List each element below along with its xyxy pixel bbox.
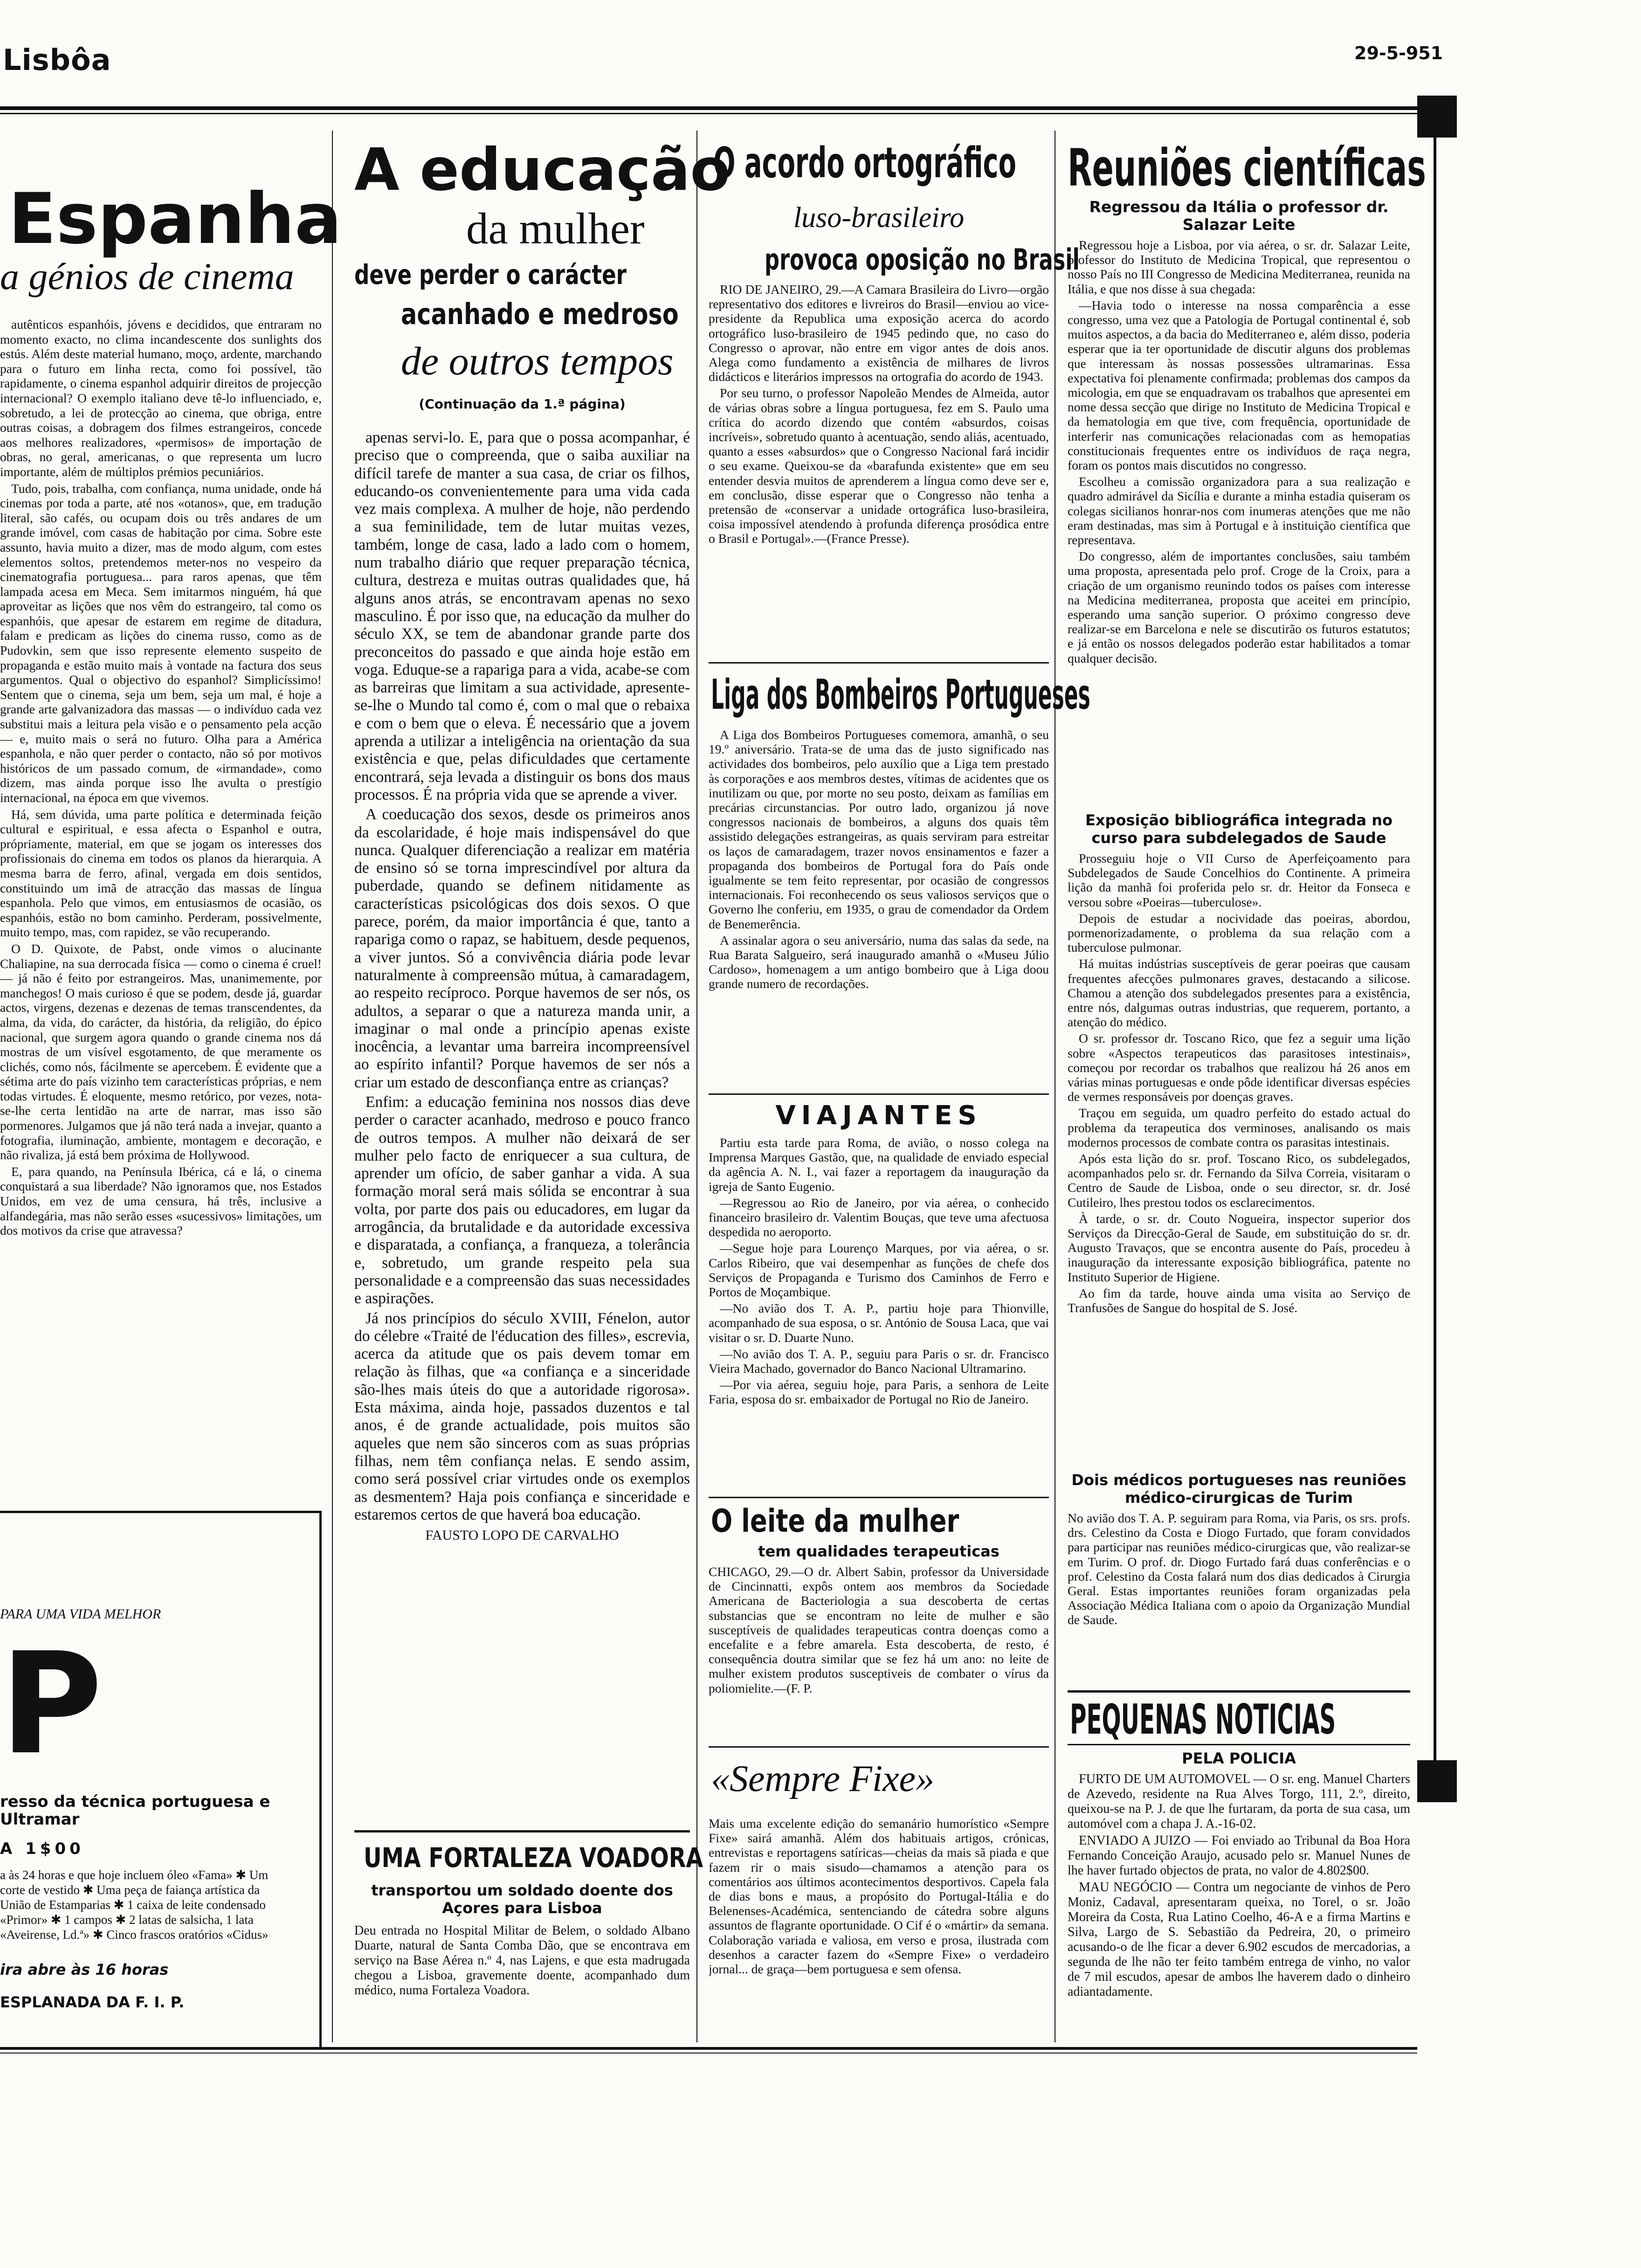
article-sub-acordo: luso-brasileiro	[793, 202, 965, 234]
paragraph: Do congresso, além de importantes conclusões, saiu também uma proposta, apresentada pelo prof. Croge de la Croix, para a criação de um organismo reunindo todos os países com interesse na Medicina mediterranea, proposta que aceitei em princípio, esperando uma sanção superior. O próximo congresso deve realizar-se em Barcelona e nele se discutirão os futuros estatutos; e já então os nossos delegados poderão estar habilitados a tomar qualquer decisão.	[1068, 549, 1410, 665]
masthead-city: Lisbôa	[3, 43, 111, 77]
divider-viajantes	[709, 1093, 1049, 1095]
news-item: ENVIADO A JUIZO — Foi enviado ao Tribunal da Boa Hora Fernando Conceição Araujo, acusado pelo sr. Manuel Nunes de lhe haver furtado objectos de prata, no valor de 4.802$00.	[1068, 1833, 1410, 1878]
article-title-reunioes: Reuniões científicas	[1068, 138, 1426, 198]
divider-pequenas	[1068, 1690, 1410, 1693]
article-body-exposicao	[1068, 851, 1410, 1469]
right-black-tab-bottom	[1417, 1760, 1457, 1802]
article-sub-fortaleza: transportou um soldado doente dos Açores para Lisboa	[371, 1881, 673, 1917]
paragraph: Já nos princípios do século XVIII, Fénelon, autor do célebre «Traité de l'éducation des filles», escrevia, acerca da atitude que os pais devem tomar em relação às filhas, que «a confiança e a sinceridade são-lhes mais úteis do que a autoridade rigorosa». Esta máxima, ainda hoje, passados duzentos e tal anos, é de grande actualidade, pois muitos são aqueles que nem são sinceros com as suas próprias filhas, nem têm confiança nelas. E sendo assim, como será possível criar virtudes onde os exemplos as desmentem? Haja pois confiança e sinceridade e estaremos certos de que haverá boa educação.	[354, 1309, 690, 1523]
paragraph: A coeducação dos sexos, desde os primeiros anos da escolaridade, é hoje mais indispensável do que nunca. Qualquer diferenciação a realizar em matéria de ensino só se torna imprescindível por altura da puberdade, quando se definem nitidamente as características psicológicas dos dois sexos. O que parece, porém, da maior importância é que, tanto a rapariga como o rapaz, se habituem, desde pequenos, a viver juntos. Só a convivência diária pode levar naturalmente à compreensão mútua, à camaradagem, ao respeito recíproco. Porque havemos de ser nós, os adultos, a separar o que a natureza manda unir, a imaginar o mal onde a princípio apenas existe inocência, a levantar uma barreira incompreensível ao espírito infantil? Porque havemos de ser nós a criar um estado de desconfiança entre as crianças?	[354, 806, 690, 1091]
paragraph: —No avião dos T. A. P., partiu hoje para Thionville, acompanhado de sua esposa, o sr. António de Sousa Laca, que vai visitar o sr. D. Duarte Nuno.	[709, 1301, 1049, 1345]
section-body-pequenas	[1068, 1772, 1410, 2042]
paragraph: Traçou em seguida, um quadro perfeito do estado actual do problema da terapeutica dos verminoses, analisando os mais modernos processos de combate contra os parasitas intestinais.	[1068, 1106, 1410, 1149]
paragraph: Há muitas indústrias susceptíveis de gerar poeiras que causam frequentes afecções pulmonares graves, destacando a silicose. Chamou a atenção dos subdelegados presentes para a existência, entre nós, dalgumas outras industrias, que requerem, portanto, a atenção do médico.	[1068, 956, 1410, 1030]
paragraph: —No avião dos T. A. P., seguiu para Paris o sr. dr. Francisco Vieira Machado, governador do Banco Nacional Ultramarino.	[709, 1346, 1049, 1376]
ad-venue: ESPLANADA DA F. I. P.	[0, 1993, 185, 2011]
right-border-line	[1434, 138, 1436, 1760]
news-item: MAU NEGÓCIO — Contra um negociante de vinhos de Pero Moniz, Cadaval, apresentaram queixa, no Torel, o sr. João Moreira da Costa, Rua Latino Coelho, 46-A e a firma Martins e Silva, Largo de S. Sebastião da Pedreira, 20, o primeiro acusando-o de lhe ficar a dever 6.902 escudos de mercadorias, a segunda de lhe não ter feito também entrega de vinho, no valor de 7 mil escudos, apesar de ambos lhe haverem dado o dinheiro adiantadamente.	[1068, 1880, 1410, 1999]
author-signature: FAUSTO LOPO DE CARVALHO	[425, 1528, 619, 1543]
paragraph: —Havia todo o interesse na nossa comparência a esse congresso, uma vez que a Patologia de Portugal continental é, sob muitos aspectos, a da bacia do Mediterraneo e, além disso, poderia esperar que ia ter oportunidade de discutir alguns dos problemas que interessam às nossas possessões ultramarinas. Essa expectativa foi plenamente confirmada; problemas dos campos da micologia, em que se enquadravam os trabalhos que apresentei em nome dessa secção que dirige no Instituto de Medicina Tropical e da hematologia em que tive, com frequência, oportunidade de interferir nas comunicações relacionadas com as hemopatias constitucionais frequentes entre os indivíduos de raça negra, foram os pontos mais discutidos no congresso.	[1068, 297, 1410, 473]
article-body-reunioes	[1068, 238, 1410, 811]
paragraph: A Liga dos Bombeiros Portugueses comemora, amanhã, o seu 19.º aniversário. Trata-se de uma das de justo significado nas actividades dos bombeiros, pelo auxílio que a Liga tem prestado às corporações e aos membros destes, vítimas de acidentes que os inutilizam ou que, por morte no seu posto, deixam as famílias em precárias circunstancias. Por outro lado, organizou já nove congressos nacionais de bombeiros, a alguns dos quais têm assistido delegações estrangeiras, as quais serviram para estreitar os laços de camaradagem, trazer novos ensinamentos e fazer a propaganda dos bombeiros de Portugal fora do País onde igualmente se tem feito representar, por ocasião de congressos internacionais. Foi reconhecendo os seus valiosos serviços que o Governo lhe conferiu, em 1935, o grau de comendador da Ordem de Benemerência.	[709, 727, 1049, 931]
paragraph: Tudo, pois, trabalha, com confiança, numa unidade, onde há cinemas por toda a parte, até nos «otanos», que, em tradução literal, são cafés, ou ocupam dois ou três andares de um grande imóvel, com casas de habitação por cima. Sobre este assunto, havia muito a dizer, mas de modo algum, com estes elementos soltos, pretendemos meter-nos no vespeiro da cinematografia portuguesa... para raros apenas, que têm lampada acesa em Meca. Sem imitarmos ninguém, há que aproveitar as lições que nos vêm do estrangeiro, tal como os espanhóis, que apesar de estarem em regime de ditadura, falam e predicam as lições do cinema russo, como as de Pudovkin, sem que isso represente elemento suspeito de propaganda e estão muito mais à vontade na factura dos seus argumentos. Qual o objectivo do espanhol? Simplicíssimo! Sentem que o cinema, seja um bem, seja um mal, é hoje a grande arte galvanizadora das massas — o indivíduo cada vez substitui mais a leitura pela visão e o pensamento pela acção — e, muito mais o será no futuro. Olha para a América espanhola, e não quer perder o contacto, não só por motivos históricos de um passado comum, de «irmandade», como dizem, mas ainda porque isso lhe avulta o prestígio internacional, na época em que vivemos.	[0, 481, 322, 805]
article-title-educacao: A educação	[354, 136, 731, 204]
paragraph: Escolheu a comissão organizadora para a sua realização e quadro admirável da Sicília e durante a minha estadia quiseram os colegas sicilianos honrar-nos com inumeras atenções que me não eram destinadas, mas sim à Portugal e à instituição científica que representava.	[1068, 474, 1410, 547]
right-black-tab	[1417, 96, 1457, 138]
article-title-espanha: Espanha	[8, 179, 342, 260]
news-item: FURTO DE UM AUTOMOVEL — O sr. eng. Manuel Charters de Azevedo, residente na Rua Alves Torgo, 111, 2.º, direito, queixou-se na P. J. de que lhe furtaram, da porta de sua casa, um automóvel com a chapa J. A.-16-02.	[1068, 1772, 1410, 1831]
article-sub-leite: tem qualidades terapeuticas	[758, 1542, 1000, 1560]
article-title-acordo: O acordo ortográfico	[713, 138, 1016, 187]
article-body-fixe: Mais uma excelente edição do semanário humorístico «Sempre Fixe» sairá amanhã. Além dos habituais artigos, crónicas, entrevistas e reportagens satíricas—cheias da mais sã piada e que fazem rir o mais sisudo—chamamos a atenção para os comentários aos últimos acontecimentos desportivos. Capela fala de dias bons e maus, a propósito do Portugal-Itália e do Belenenses-Académica, sentenciando de cátedra sobre alguns assuntos de flagrante oportunidade. O Cif é o «mártir» da semana. Colaboração variada e valiosa, em verso e prosa, ilustrada com desenhos a caracter fazem do «Sempre Fixe» o verdadeiro jornal... de graça—bem portuguesa e sem ofensa.	[709, 1816, 1049, 1977]
article-deck-2: acanhado e medroso	[401, 297, 679, 331]
article-title-fixe: «Sempre Fixe»	[711, 1758, 935, 1799]
article-deck-1: deve perder o carácter	[354, 259, 627, 290]
divider-fixe	[709, 1746, 1049, 1748]
article-body-bombeiros	[709, 727, 1049, 1091]
issue-date: 29-5-951	[1354, 43, 1443, 63]
paragraph: A assinalar agora o seu aniversário, numa das salas da sede, na Rua Barata Salgueiro, será inaugurado amanhã o «Museu Júlio Cardoso», homenagem a um antigo bombeiro que à Liga doou grande numero de recordações.	[709, 933, 1049, 991]
paragraph: —Por via aérea, seguiu hoje, para Paris, a senhora de Leite Faria, esposa do sr. embaixador de Portugal no Rio de Janeiro.	[709, 1377, 1049, 1407]
article-body-fortaleza: Deu entrada no Hospital Militar de Belem, o soldado Albano Duarte, natural de Santa Comba Dão, que se encontrava em serviço na Base Aérea n.º 4, nas Lajens, e que esta madrugada chegou a Lisboa, gravemente doente, acompanhado dum médico, numa Fortaleza Voadora.	[354, 1923, 690, 1998]
advertisement-box	[0, 1511, 322, 2047]
article-body-acordo	[709, 282, 1049, 655]
article-body-educacao	[354, 429, 690, 1823]
paragraph: O D. Quixote, de Pabst, onde vimos o alucinante Chaliapine, na sua derrocada física — como o cinema é cruel! — já não é feito por estrangeiros. Mas, unanimemente, por manchegos! O mais curioso é que se podem, desde já, guardar actos, virgens, dezenas e dezenas de temas transcendentes, da alma, da vida, do carácter, da história, da religião, do épico nacional, que surgem agora quando o grande cinema nos dá mostras de um visível esgotamento, de que meramente os clichés, como nós, fácilmente se apercebem. É evidente que a sétima arte do país vizinho tem características próprias, e nem todas virtudes. É eloquente, mesmo retórico, por vezes, nota-se-lhe certa lentidão na arte de narrar, mas isso são pormenores. Julgamos que já não terá nada a invejar, quanto a fotografia, iluminação, ambiente, montagem e decoração, e não rivaliza, já está bem próxima de Hollywood.	[0, 941, 322, 1162]
section-sub-policia: PELA POLICIA	[1182, 1749, 1296, 1767]
continued-note: (Continuação da 1.ª página)	[419, 396, 626, 412]
article-title-bombeiros: Liga dos Bombeiros Portugueses	[711, 671, 1090, 719]
section-title-pequenas: PEQUENAS NOTICIAS	[1070, 1695, 1336, 1743]
article-title-fortaleza: UMA FORTALEZA VOADORA	[364, 1842, 703, 1874]
article-deck-acordo: provoca oposição no Brasil	[765, 242, 1080, 277]
top-rule-thin	[0, 113, 1417, 114]
paragraph: RIO DE JANEIRO, 29.—A Camara Brasileira do Livro—orgão representativo dos editores e livreiros do Brasil—enviou ao vice-presidente da Republica uma exposição acerca do acordo ortográfico luso-brasileiro de 1945 pedindo que, no caso do Congresso o aprovar, não entre em vigor antes de dois anos. Alega como fundamento a existência de milhares de livros didácticos e literários impressos na ortografia do acordo de 1943.	[709, 282, 1049, 384]
ad-opening: ira abre às 16 horas	[0, 1961, 169, 1978]
article-body-medicos: No avião dos T. A. P. seguiram para Roma, via Paris, os srs. profs. drs. Celestino da Costa e Diogo Furtado, que foram convidados para participar nas reuniões médico-cirurgicas que, vão realizar-se em Turim. O prof. dr. Diogo Furtado fará duas conferências e o prof. Celestino da Costa falará num dos dias dedicados à Cirurgia Geral. Estas importantes reuniões foram organizadas pela Associação Médica Italiana com o apoio da Organização Mundial de Saude.	[1068, 1511, 1410, 1627]
article-deck-3: de outros tempos	[401, 339, 674, 383]
ad-tagline: PARA UMA VIDA MELHOR	[0, 1606, 161, 1622]
paragraph: apenas servi-lo. E, para que o possa acompanhar, é preciso que o compreenda, que o saiba auxiliar na difícil tarefe de manter a sua casa, de criar os filhos, educando-os convenientemente para uma vida cada vez mais complexa. A mulher de hoje, não perdendo a sua feminilidade, tem de lutar muitas vezes, também, longe de casa, lado a lado com o homem, num trabalho diário que requer preparação técnica, cultura, destreza e muitas outras qualidades que, há alguns anos atrás, se encontravam apenas no sexo masculino. É por isso que, na educação da mulher do século XX, se tem de abandonar grande parte dos preconceitos do passado e que ainda hoje estão em voga. Eduque-se a rapariga para a vida, acabe-se com as barreiras que limitam a sua actividade, apresente-se-lhe o Mundo tal como é, com o mal que o rebaixa e com o bem que o eleva. É necessário que a jovem aprenda a utilizar a inteligência na orientação da sua existência e que, pelas dificuldades que certamente encontrará, seja levada a distinguir os bons dos maus processos. É na própria vida que se aprende a viver.	[354, 429, 690, 803]
paragraph: Enfim: a educação feminina nos nossos dias deve perder o caracter acanhado, medroso e pouco franco de outros tempos. A mulher não deixará de ser mulher pelo facto de enriquecer a sua cultura, de aprender um ofício, de saber ganhar a vida. A sua formação moral será mais sólida se encontrar à sua volta, por parte dos pais ou educadores, em lugar da arrogância, da brutalidade e da autoridade excessiva e disparatada, a confiança, a franqueza, a tolerância e, sobretudo, um grande respeito pela sua personalidade e a compreensão das suas necessidades e aspirações.	[354, 1093, 690, 1307]
article-title-exposicao: Exposição bibliográfica integrada no curso para subdelegados de Saude	[1085, 811, 1393, 847]
divider-bombeiros	[709, 662, 1049, 664]
bottom-rule-thin	[0, 2053, 1417, 2054]
paragraph: —Regressou ao Rio de Janeiro, por via aérea, o conhecido financeiro brasileiro dr. Valentim Bouças, que teve uma afectuosa despedida no aeroporto.	[709, 1195, 1049, 1239]
paragraph: Prosseguiu hoje o VII Curso de Aperfeiçoamento para Subdelegados de Saude Concelhios do Continente. A primeira lição da manhã foi proferida pelo sr. dr. Heitor da Fonseca e versou sobre «Poeiras—tuberculose».	[1068, 851, 1410, 909]
section-title-viajantes: VIAJANTES	[775, 1100, 982, 1131]
article-sub-reunioes: Regressou da Itália o professor dr. Salazar Leite	[1089, 198, 1389, 234]
paragraph: Após esta lição do sr. prof. Toscano Rico, os subdelegados, acompanhados pelo sr. dr. Fernando da Silva Correia, visitaram o Centro de Saude de Lisboa, onde o seu director, sr. dr. José Cutileiro, lhes prestou todos os esclarecimentos.	[1068, 1151, 1410, 1210]
divider-fortaleza	[354, 1830, 690, 1832]
bottom-rule	[0, 2047, 1417, 2050]
article-body-leite: CHICAGO, 29.—O dr. Albert Sabin, professor da Universidade de Cincinnatti, expôs ontem aos membros da Sociedade Americana de Bacteriologia a sua descoberta de certas substancias que se encontram no leite de mulher e são susceptíveis de qualidades terapeuticas contra doenças como a encefalite e a febre amarela. Esta descoberta, de resto, é consequência doutra similar que se fez há um ano: no leite de mulher existem produtos susceptiveis de combater o vírus da poliomielite.—(F. P.	[709, 1564, 1049, 1695]
section-body-viajantes	[709, 1135, 1049, 1494]
paragraph: À tarde, o sr. dr. Couto Nogueira, inspector superior dos Serviços da Direcção-Geral de Saude, em substituição do sr. dr. Augusto Travaços, que se encontra ausente do País, procedeu à inauguração da interessante exposição bibliográfica, patente no Instituto Superior de Higiene.	[1068, 1211, 1410, 1284]
paragraph: Por seu turno, o professor Napoleão Mendes de Almeida, autor de várias obras sobre a língua portuguesa, fez em S. Paulo uma crítica do acordo dizendo que contém «absurdos, coisas incríveis», sobretudo quanto à acentuação, sendo aliás, acentuado, quanto a esses «absurdos» que o Congresso Nacional fará incidir o seu exame. Queixou-se da «barafunda existente» que em seu entender desvia muitos de aprenderem a língua como deve ser e, em conclusão, disse esperar que o Congresso não tenha a pretensão de «conservar a unidade ortográfica luso-brasileira, coisa impossível atendendo à profunda diferença prosódica entre o Brasil e Portugal».—(France Presse).	[709, 386, 1049, 546]
ad-heading: resso da técnica portuguesa e Ultramar	[0, 1792, 270, 1829]
article-subtitle-espanha: a génios de cinema	[0, 255, 294, 297]
ad-big-letter: P	[0, 1623, 103, 1785]
article-title-leite: O leite da mulher	[711, 1503, 959, 1540]
paragraph: E, para quando, na Península Ibérica, cá e lá, o cinema conquistará a sua liberdade? Não ignoramos que, nos Estados Unidos, em vez de uma censura, há três, inclusive a alfandegária, mas não serão esses «sucessivos» limitações, um dos motivos da crise que atravessa?	[0, 1164, 322, 1238]
column-divider-2	[696, 131, 697, 2042]
column-divider-1	[332, 131, 333, 2042]
paragraph: Depois de estudar a nocividade das poeiras, abordou, pormenorizadamente, o problema da sua relação com a tuberculose pulmonar.	[1068, 911, 1410, 955]
article-title-medicos: Dois médicos portugueses nas reuniões médico-cirurgicas de Turim	[1071, 1471, 1407, 1507]
top-rule	[0, 106, 1417, 110]
paragraph: Há, sem dúvida, uma parte política e determinada feição cultural e espiritual, e essa afecta o Espanhol e outra, própriamente, material, em que se jogam os interesses dos profissionais do cinema em todos os planos da hierarquia. A mesma barra de ferro, afinal, vergada em dois sentidos, constituindo um imã de atracção das massas de língua espanhola. Pelo que vimos, em entusiasmos de ocasião, os espanhóis, estão no bom caminho. Perderam, possivelmente, muito tempo, mas, com rapidez, se vão recuperando.	[0, 807, 322, 940]
paragraph: Ao fim da tarde, houve ainda uma visita ao Serviço de Tranfusões de Sangue do hospital de S. José.	[1068, 1286, 1410, 1315]
divider-pequenas-2	[1068, 1744, 1410, 1745]
paragraph: O sr. professor dr. Toscano Rico, que fez a seguir uma lição sobre «Aspectos terapeuticos das parasitoses intestinais», começou por recordar os trabalhos que realizou há 26 anos em várias minas portuguesas e onde pôde identificar diversas espécies de vermes responsáveis por doenças graves.	[1068, 1031, 1410, 1104]
paragraph: autênticos espanhóis, jóvens e decididos, que entraram no momento exacto, no clima incandescente dos sunlights dos estús. Além deste material humano, moço, ardente, marchando para o futuro em linha recta, como foi possível, tão rapidamente, o cinema espanhol adquirir direitos de projecção internacional? O exemplo italiano deve tê-lo influenciado, e, sobretudo, a lei de protecção ao cinema, que obriga, entre outras coisas, a dobragem dos filmes estrangeiros, concede aos melhores realizadores, «permisos» de importação de obras, no geral, americanas, o que representa um lucro importante, além de múltiplos prémios pecuniários.	[0, 317, 322, 479]
ad-text: a às 24 horas e que hoje incluem óleo «Fama» ✱ Um corte de vestido ✱ Uma peça de faiança artística da União de Estamparias ✱ 1 caixa de leite condensado «Primor» ✱ 1 campos ✱ 2 latas de salsicha, 1 lata «Aveirense, Ld.ª» ✱ Cinco frascos oratórios «Cidus»	[0, 1868, 269, 1942]
article-body-espanha	[0, 317, 322, 1487]
ad-price: A 1$00	[0, 1839, 84, 1858]
article-title-educacao-2: da mulher	[466, 204, 645, 253]
paragraph: Regressou hoje a Lisboa, por via aérea, o sr. dr. Salazar Leite, professor do Instituto de Medicina Tropical, que representou o nosso País no III Congresso de Medicina Mediterranea, reunida na Itália, e que nos disse à sua chegada:	[1068, 238, 1410, 296]
paragraph: —Segue hoje para Lourenço Marques, por via aérea, o sr. Carlos Ribeiro, que vai desempenhar as funções de chefe dos Serviços de Propaganda e Turismo dos Caminhos de Ferro e Portos de Moçambique.	[709, 1241, 1049, 1300]
paragraph: Partiu esta tarde para Roma, de avião, o nosso colega na Imprensa Marques Gastão, que, na qualidade de enviado especial da agência A. N. I., vai fazer a reportagem da inauguração da igreja de Santo Eugenio.	[709, 1135, 1049, 1194]
divider-leite	[709, 1497, 1049, 1498]
